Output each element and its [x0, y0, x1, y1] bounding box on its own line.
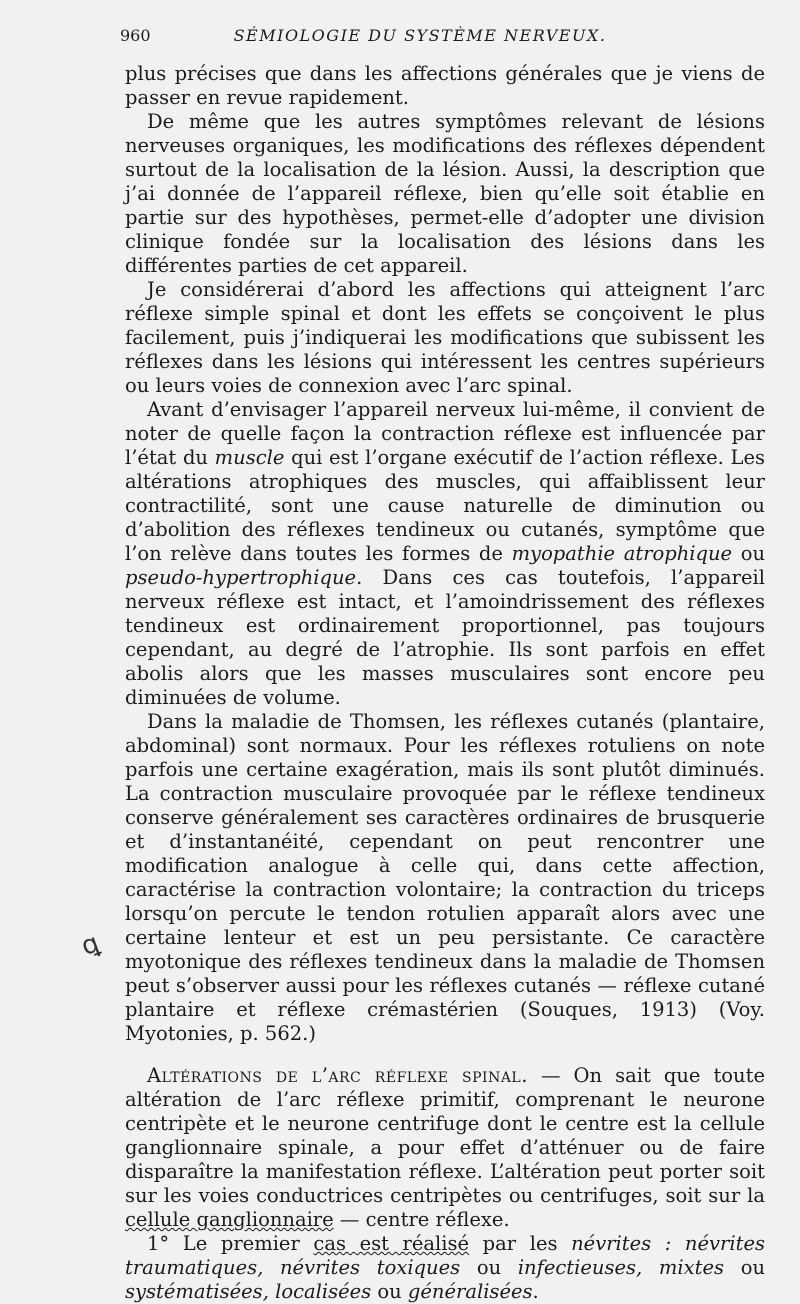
underlined-phrase-2: cas est réalisé	[313, 1232, 470, 1255]
paragraph-continuation: plus précises que dans les affections générales que je viens de passer en revue rapidement.	[125, 62, 765, 109]
page-number: 960	[120, 26, 151, 45]
paragraph-lesions: De même que les autres symptômes relevant de lésions nerveuses organiques, les modifications des réflexes dépendent surtout de la localisation de la lésion. Aussi, la description que j’ai donnée de l’appareil réflexe, bien qu’elle soit établie en partie sur des hypothèses, permet-elle d’adopter une division clinique fondée sur la localisation des lésions dans les différentes parties de cet appareil.	[125, 110, 765, 277]
margin-annotation-mark: ꝗ	[77, 928, 104, 962]
page-header	[120, 26, 720, 50]
paragraph-thomsen: Dans la maladie de Thomsen, les réflexes cutanés (plantaire, abdominal) sont normaux. Pour les réflexes rotuliens on note parfois une certaine exagération, mais ils sont plutôt diminués. La contraction musculaire provoquée par le réflexe tendineux conserve généralement ses caractères ordinaires de brusquerie et d’instantanéité, cependant on peut rencontrer une modification analogue à celle qui, dans cette affection, caractérise la contraction volontaire; la contraction du triceps lorsqu’on percute le tendon rotulien apparaît alors avec une certaine lenteur et est un peu persistante. Ce caractère myotonique des réflexes tendineux dans la maladie de Thomsen peut s’observer aussi pour les réflexes cutanés — réflexe cutané plantaire et réflexe crémastérien (Souques, 1913) (Voy. Myotonies, p. 562.)	[125, 710, 765, 1045]
running-title: SÉMIOLOGIE DU SYSTÈME NERVEUX.	[233, 26, 607, 45]
paragraph-plan: Je considérerai d’abord les affections qui atteignent l’arc réflexe simple spinal et dont les effets se conçoivent le plus facilement, puis j’indiquerai les modifications que subissent les réflexes dans les lésions qui intéressent les centres supérieurs ou leurs voies de connexion avec l’arc spinal.	[125, 278, 765, 397]
paragraph-nevrites: 1° Le premier cas est réalisé par les névrites : névrites traumatiques, névrites toxiques ou infectieuses, mixtes ou systématisées, localisées ou généralisées.	[125, 1232, 765, 1303]
paragraph-muscle: Avant d’envisager l’appareil nerveux lui-même, il convient de noter de quelle façon la contraction réflexe est influencée par l’état du muscle qui est l’organe exécutif de l’action réflexe. Les altérations atrophiques des muscles, qui affaiblissent leur contractilité, sont une cause naturelle de diminution ou d’abolition des réflexes tendineux ou cutanés, symptôme que l’on relève dans toutes les formes de myopathie atrophique ou pseudo-hypertrophique. Dans ces cas toutefois, l’appareil nerveux réflexe est intact, et l’amoindrissement des réflexes tendineux est ordinairement proportionnel, pas toujours cependant, au degré de l’atrophie. Ils sont parfois en effet abolis alors que les masses musculaires sont encore peu diminuées de volume.	[125, 398, 766, 709]
section-heading: Altérations de l’arc réflexe spinal.	[147, 1064, 528, 1087]
paragraph-section-arc: Altérations de l’arc réflexe spinal. — On sait que toute altération de l’arc réflexe primitif, comprenant le neurone centripète et le neurone centrifuge dont le centre est la cellule ganglionnaire spinale, a pour effet d’atténuer ou de faire disparaître la manifestation réflexe. L’altération peut porter soit sur les voies conductrices centripètes ou centrifuges, soit sur la cellule ganglionnaire — centre réflexe.	[125, 1064, 765, 1231]
body-text	[125, 62, 765, 1304]
underlined-phrase: cellule ganglionnaire	[125, 1208, 334, 1231]
